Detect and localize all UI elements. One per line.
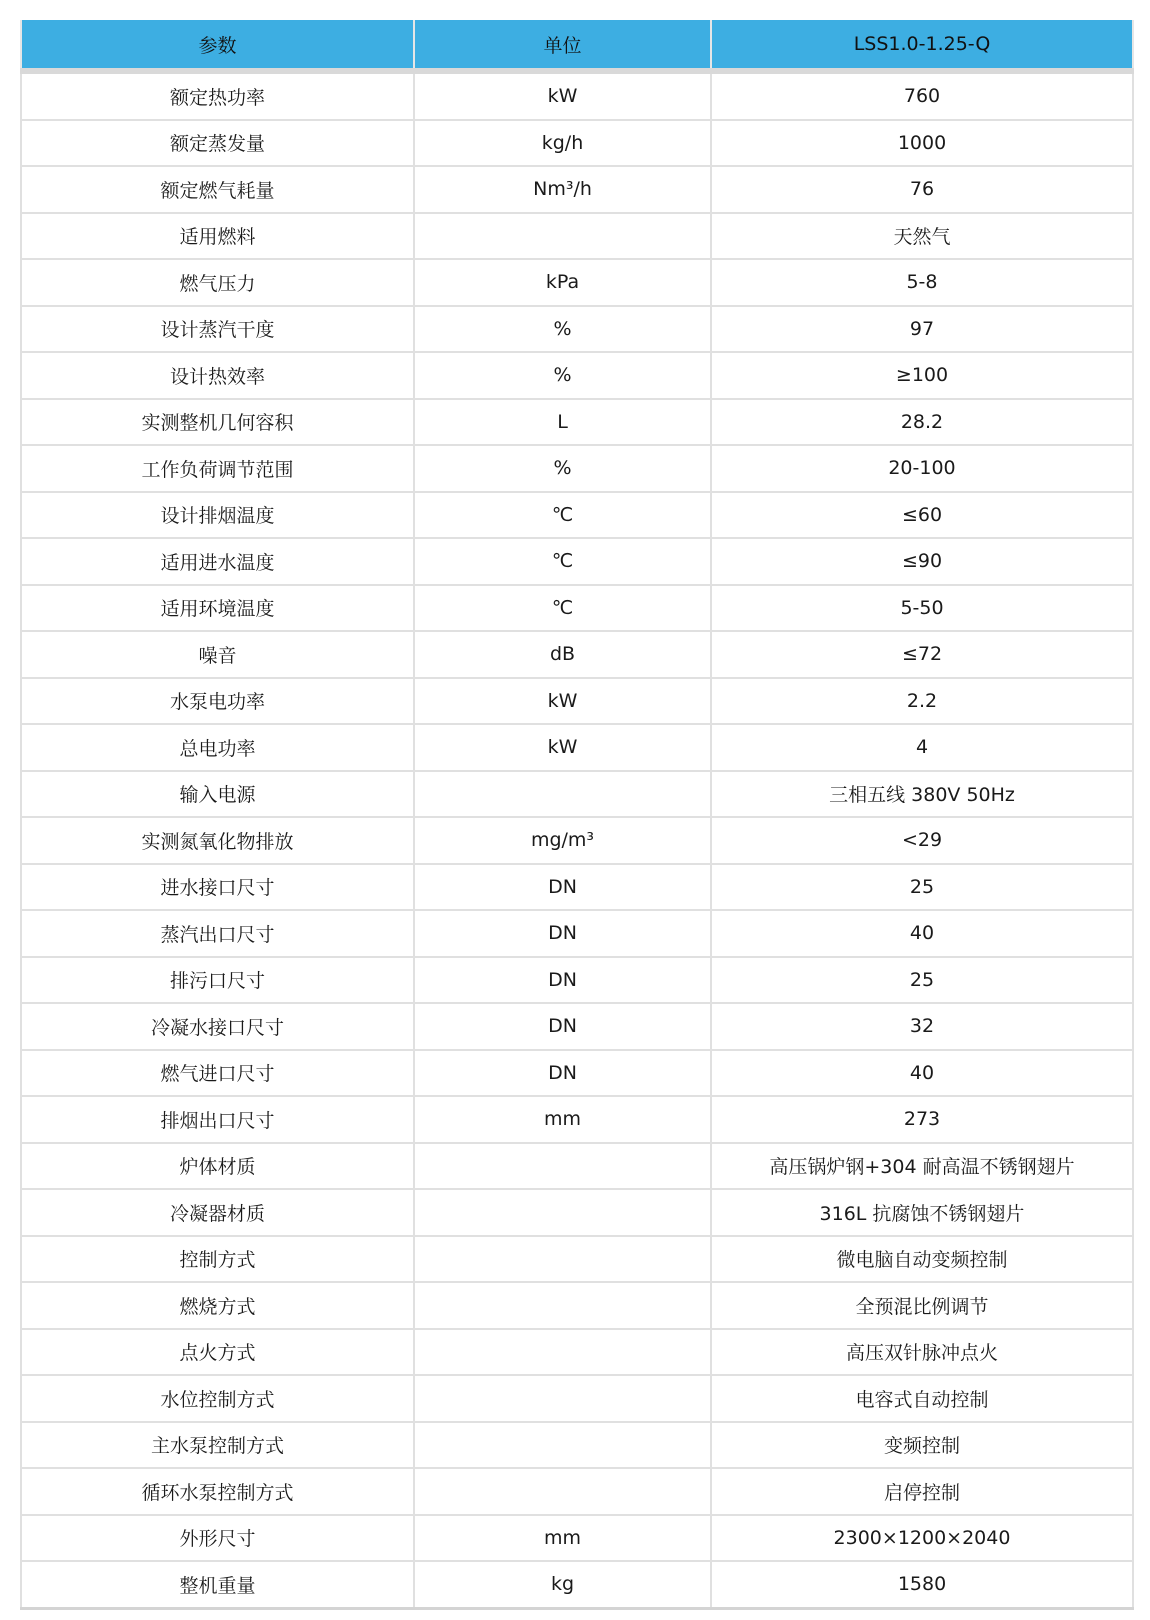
unit-cell: dB [414,631,711,678]
unit-cell: mm [414,1096,711,1143]
header-param: 参数 [21,20,414,71]
table-row [21,1236,1133,1283]
table-row [21,1515,1133,1562]
value-cell: 273 [711,1096,1133,1143]
value-cell: 28.2 [711,399,1133,446]
param-cell: 外形尺寸 [21,1515,414,1562]
unit-cell: ℃ [414,585,711,632]
param-cell: 实测整机几何容积 [21,399,414,446]
table-row [21,631,1133,678]
unit-cell: kg/h [414,120,711,167]
value-cell: ≤72 [711,631,1133,678]
table-row [21,1561,1133,1608]
param-cell: 排污口尺寸 [21,957,414,1004]
value-cell: 变频控制 [711,1422,1133,1469]
param-cell: 适用燃料 [21,213,414,260]
table-row [21,120,1133,167]
param-cell: 工作负荷调节范围 [21,445,414,492]
unit-cell [414,771,711,818]
unit-cell: Nm³/h [414,166,711,213]
value-cell: 32 [711,1003,1133,1050]
table-row [21,538,1133,585]
value-cell: ≥100 [711,352,1133,399]
value-cell: ≤90 [711,538,1133,585]
unit-cell [414,1422,711,1469]
table-row [21,1282,1133,1329]
unit-cell [414,1282,711,1329]
table-header [21,20,1133,71]
value-cell: 2300×1200×2040 [711,1515,1133,1562]
value-cell: 40 [711,910,1133,957]
table-row [21,678,1133,725]
value-cell: ≤60 [711,492,1133,539]
value-cell: 1580 [711,1561,1133,1608]
header-row [21,20,1133,71]
table-row [21,1189,1133,1236]
table-row [21,1050,1133,1097]
table-row [21,352,1133,399]
unit-cell: mg/m³ [414,817,711,864]
unit-cell [414,1468,711,1515]
param-cell: 水泵电功率 [21,678,414,725]
value-cell: 5-50 [711,585,1133,632]
unit-cell: DN [414,1050,711,1097]
param-cell: 适用进水温度 [21,538,414,585]
table-row [21,771,1133,818]
unit-cell [414,1189,711,1236]
param-cell: 设计蒸汽干度 [21,306,414,353]
unit-cell: % [414,445,711,492]
unit-cell [414,213,711,260]
value-cell: 20-100 [711,445,1133,492]
unit-cell [414,1236,711,1283]
unit-cell: DN [414,910,711,957]
spec-table [20,20,1134,1610]
param-cell: 水位控制方式 [21,1375,414,1422]
table-row [21,910,1133,957]
value-cell: 微电脑自动变频控制 [711,1236,1133,1283]
param-cell: 额定热功率 [21,71,414,120]
param-cell: 设计排烟温度 [21,492,414,539]
header-model: LSS1.0-1.25-Q [711,20,1133,71]
value-cell: 25 [711,864,1133,911]
table-row [21,445,1133,492]
param-cell: 输入电源 [21,771,414,818]
value-cell: 电容式自动控制 [711,1375,1133,1422]
param-cell: 燃气进口尺寸 [21,1050,414,1097]
unit-cell: mm [414,1515,711,1562]
value-cell: 三相五线 380V 50Hz [711,771,1133,818]
unit-cell: kW [414,724,711,771]
param-cell: 蒸汽出口尺寸 [21,910,414,957]
table-body [21,71,1133,1608]
unit-cell: kPa [414,259,711,306]
unit-cell: DN [414,864,711,911]
unit-cell: ℃ [414,538,711,585]
value-cell: 316L 抗腐蚀不锈钢翅片 [711,1189,1133,1236]
value-cell: <29 [711,817,1133,864]
table-row [21,585,1133,632]
param-cell: 额定燃气耗量 [21,166,414,213]
param-cell: 控制方式 [21,1236,414,1283]
param-cell: 燃气压力 [21,259,414,306]
value-cell: 1000 [711,120,1133,167]
unit-cell: % [414,306,711,353]
param-cell: 循环水泵控制方式 [21,1468,414,1515]
table-row [21,1422,1133,1469]
table-row [21,724,1133,771]
value-cell: 全预混比例调节 [711,1282,1133,1329]
table-row [21,166,1133,213]
table-row [21,1003,1133,1050]
param-cell: 额定蒸发量 [21,120,414,167]
value-cell: 97 [711,306,1133,353]
param-cell: 冷凝器材质 [21,1189,414,1236]
value-cell: 2.2 [711,678,1133,725]
unit-cell: kW [414,678,711,725]
table-row [21,957,1133,1004]
param-cell: 进水接口尺寸 [21,864,414,911]
table-row [21,817,1133,864]
unit-cell: % [414,352,711,399]
table-row [21,1096,1133,1143]
unit-cell [414,1143,711,1190]
param-cell: 炉体材质 [21,1143,414,1190]
value-cell: 启停控制 [711,1468,1133,1515]
param-cell: 整机重量 [21,1561,414,1608]
table-row [21,259,1133,306]
param-cell: 适用环境温度 [21,585,414,632]
value-cell: 25 [711,957,1133,1004]
unit-cell [414,1375,711,1422]
table-row [21,1468,1133,1515]
param-cell: 实测氮氧化物排放 [21,817,414,864]
table-row [21,399,1133,446]
unit-cell: L [414,399,711,446]
table-row [21,213,1133,260]
value-cell: 5-8 [711,259,1133,306]
unit-cell: kW [414,71,711,120]
value-cell: 天然气 [711,213,1133,260]
table-row [21,1375,1133,1422]
param-cell: 排烟出口尺寸 [21,1096,414,1143]
param-cell: 燃烧方式 [21,1282,414,1329]
table-row [21,864,1133,911]
table-row [21,1143,1133,1190]
unit-cell: ℃ [414,492,711,539]
param-cell: 设计热效率 [21,352,414,399]
value-cell: 40 [711,1050,1133,1097]
header-unit: 单位 [414,20,711,71]
value-cell: 760 [711,71,1133,120]
param-cell: 噪音 [21,631,414,678]
value-cell: 高压锅炉钢+304 耐高温不锈钢翅片 [711,1143,1133,1190]
table-row [21,306,1133,353]
unit-cell: kg [414,1561,711,1608]
param-cell: 主水泵控制方式 [21,1422,414,1469]
table-row [21,71,1133,120]
param-cell: 冷凝水接口尺寸 [21,1003,414,1050]
value-cell: 高压双针脉冲点火 [711,1329,1133,1376]
value-cell: 4 [711,724,1133,771]
unit-cell [414,1329,711,1376]
unit-cell: DN [414,1003,711,1050]
table-row [21,1329,1133,1376]
table-row [21,492,1133,539]
unit-cell: DN [414,957,711,1004]
value-cell: 76 [711,166,1133,213]
param-cell: 点火方式 [21,1329,414,1376]
param-cell: 总电功率 [21,724,414,771]
